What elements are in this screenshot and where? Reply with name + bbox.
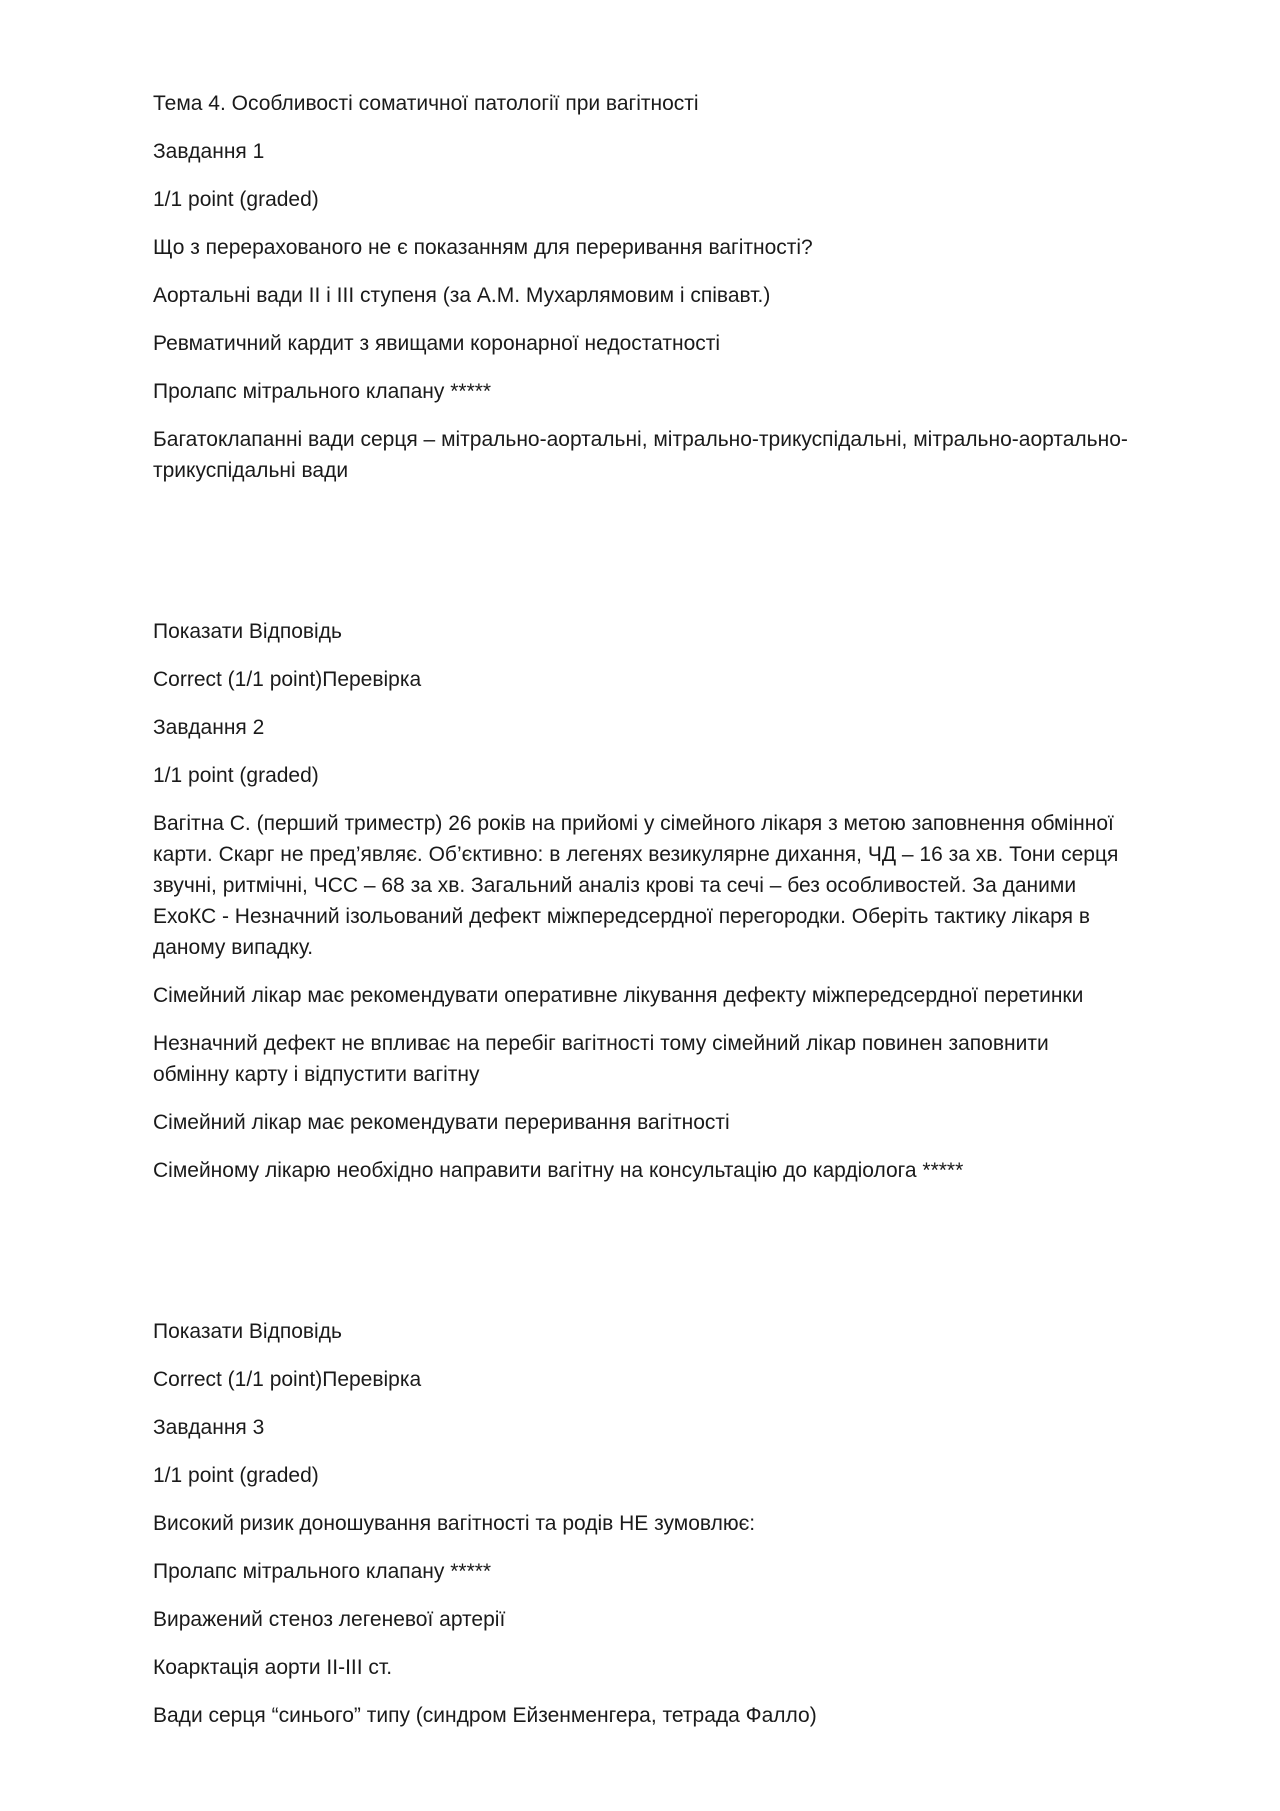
- result-status: Correct (1/1 point)Перевірка: [153, 668, 422, 691]
- task-question: Вагітна С. (перший триместр) 26 років на прийомі у сімейного лікаря з метою заповнення обмінної карти. Скарг не пред’являє. Об’єктивно: в легенях везикулярне дихання, ЧД – 16 за хв. Тони серця звучні, ритмічні, ЧСС – 68 за хв. Загальний аналіз крові та сечі – без особливостей. За даними ЕхоКС - Незначний ізольований дефект міжпередсердної перегородки. Оберіть тактику лікаря в даному випадку.: [153, 812, 1119, 959]
- answer-option: Сімейний лікар має рекомендувати переривання вагітності: [153, 1111, 730, 1134]
- task-1: [153, 136, 1130, 695]
- answer-option: Вади серця “синього” типу (синдром Ейзенменгера, тетрада Фалло): [153, 1704, 817, 1727]
- answer-option: Багатоклапанні вади серця – мітрально-аортальні, мітрально-трикуспідальні, мітрально-аортально-трикуспідальні вади: [153, 428, 1128, 482]
- answer-option: Сімейний лікар має рекомендувати оперативне лікування дефекту міжпередсердної перетинки: [153, 984, 1084, 1007]
- answer-option: Аортальні вади ІІ і ІІІ ступеня (за А.М. Мухарлямовим і співавт.): [153, 284, 771, 307]
- blank-space: [153, 1203, 1130, 1316]
- answer-option: Сімейному лікарю необхідно направити вагітну на консультацію до кардіолога *****: [153, 1159, 964, 1182]
- task-points: 1/1 point (graded): [153, 188, 319, 211]
- task-question: Високий ризик доношування вагітності та родів НЕ зумовлює:: [153, 1512, 756, 1535]
- task-points: 1/1 point (graded): [153, 764, 319, 787]
- answer-option: Незначний дефект не впливає на перебіг вагітності тому сімейний лікар повинен заповнити обмінну карту і відпустити вагітну: [153, 1032, 1049, 1086]
- show-answer-label: Показати Відповідь: [153, 1320, 342, 1343]
- answer-option: Ревматичний кардит з явищами коронарної недостатності: [153, 332, 721, 355]
- blank-space: [153, 503, 1130, 616]
- task-question: Що з перерахованого не є показанням для переривання вагітності?: [153, 236, 813, 259]
- task-title: Завдання 2: [153, 716, 265, 739]
- task-3: [153, 1412, 1130, 1731]
- task-title: Завдання 1: [153, 140, 265, 163]
- topic-heading: Тема 4. Особливості соматичної патології при вагітності: [153, 92, 699, 115]
- task-points: 1/1 point (graded): [153, 1464, 319, 1487]
- show-answer-label: Показати Відповідь: [153, 620, 342, 643]
- task-2: [153, 712, 1130, 1395]
- answer-option: Коарктація аорти ІІ-ІІІ ст.: [153, 1656, 393, 1679]
- answer-option: Пролапс мітрального клапану *****: [153, 1560, 492, 1583]
- answer-option: Пролапс мітрального клапану *****: [153, 380, 492, 403]
- answer-option: Виражений стеноз легеневої артерії: [153, 1608, 506, 1631]
- result-status: Correct (1/1 point)Перевірка: [153, 1368, 422, 1391]
- task-title: Завдання 3: [153, 1416, 265, 1439]
